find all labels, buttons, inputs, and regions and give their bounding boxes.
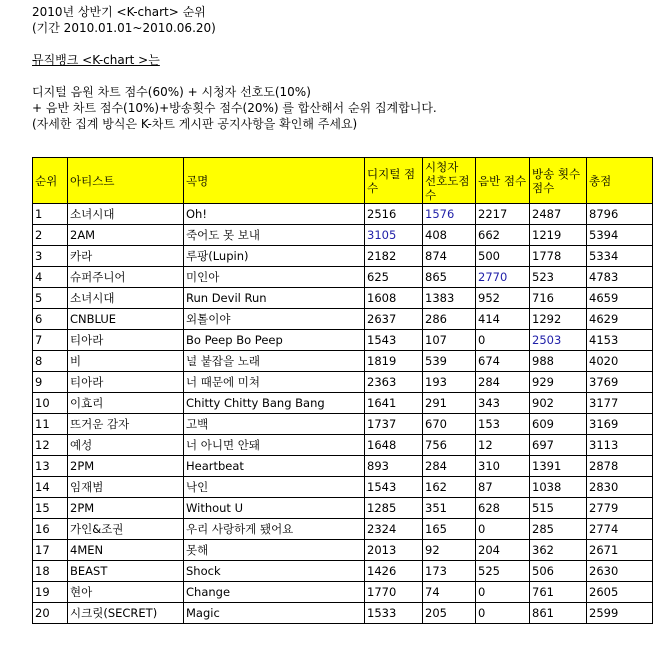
song-cell: Change — [184, 582, 365, 603]
artist-cell: 이효리 — [68, 393, 184, 414]
artist-cell: 뜨거운 감자 — [68, 414, 184, 435]
viewer-score-cell: 874 — [423, 246, 476, 267]
album-score-cell: 153 — [476, 414, 530, 435]
broadcast-score-cell: 929 — [530, 372, 587, 393]
album-score-cell: 952 — [476, 288, 530, 309]
digital-score-cell: 1426 — [365, 561, 423, 582]
viewer-score-cell: 107 — [423, 330, 476, 351]
rank-cell: 17 — [33, 540, 68, 561]
artist-cell: 시크릿(SECRET) — [68, 603, 184, 624]
description-line-2: + 음반 차트 점수(10%)+방송횟수 점수(20%) 를 합산해서 순위 집계합니다. — [32, 101, 437, 115]
album-score-cell: 2217 — [476, 204, 530, 225]
total-score-cell: 4153 — [587, 330, 653, 351]
broadcast-score-cell: 716 — [530, 288, 587, 309]
viewer-score-cell: 291 — [423, 393, 476, 414]
rank-cell: 8 — [33, 351, 68, 372]
table-row — [33, 372, 653, 393]
artist-cell: 티아라 — [68, 330, 184, 351]
total-score-cell: 2830 — [587, 477, 653, 498]
total-score-cell: 3113 — [587, 435, 653, 456]
song-cell: 우리 사랑하게 됐어요 — [184, 519, 365, 540]
digital-score-cell: 625 — [365, 267, 423, 288]
artist-cell: 가인&조권 — [68, 519, 184, 540]
table-row — [33, 351, 653, 372]
artist-cell: 현아 — [68, 582, 184, 603]
broadcast-score-cell: 285 — [530, 519, 587, 540]
total-score-cell: 4629 — [587, 309, 653, 330]
album-score-cell: 525 — [476, 561, 530, 582]
song-cell: 루팡(Lupin) — [184, 246, 365, 267]
viewer-score-cell: 865 — [423, 267, 476, 288]
total-score-cell: 2774 — [587, 519, 653, 540]
song-cell: 널 붙잡을 노래 — [184, 351, 365, 372]
viewer-score-cell: 539 — [423, 351, 476, 372]
artist-cell: 4MEN — [68, 540, 184, 561]
digital-score-cell: 1648 — [365, 435, 423, 456]
broadcast-score-cell: 1292 — [530, 309, 587, 330]
artist-cell: 카라 — [68, 246, 184, 267]
table-row — [33, 435, 653, 456]
viewer-score-cell: 351 — [423, 498, 476, 519]
total-score-cell: 2605 — [587, 582, 653, 603]
digital-score-cell: 1543 — [365, 330, 423, 351]
viewer-score-cell: 408 — [423, 225, 476, 246]
rank-cell: 16 — [33, 519, 68, 540]
table-row — [33, 414, 653, 435]
rank-cell: 1 — [33, 204, 68, 225]
album-score-cell: 343 — [476, 393, 530, 414]
album-score-cell: 662 — [476, 225, 530, 246]
broadcast-score-cell: 523 — [530, 267, 587, 288]
song-cell: 죽어도 못 보내 — [184, 225, 365, 246]
viewer-score-cell: 193 — [423, 372, 476, 393]
description-line-1: 디지털 음원 차트 점수(60%) + 시청자 선호도(10%) — [32, 85, 311, 99]
viewer-score-cell: 756 — [423, 435, 476, 456]
digital-score-cell: 1770 — [365, 582, 423, 603]
column-header-digital-score: 디지털 점수 — [365, 158, 423, 204]
digital-score-cell: 1285 — [365, 498, 423, 519]
rank-cell: 10 — [33, 393, 68, 414]
album-score-cell: 628 — [476, 498, 530, 519]
song-cell: 너 때문에 미쳐 — [184, 372, 365, 393]
total-score-cell: 2878 — [587, 456, 653, 477]
table-body — [33, 204, 653, 624]
table-row — [33, 456, 653, 477]
total-score-cell: 5334 — [587, 246, 653, 267]
song-cell: Heartbeat — [184, 456, 365, 477]
album-score-cell: 414 — [476, 309, 530, 330]
digital-score-cell: 2324 — [365, 519, 423, 540]
song-cell: Shock — [184, 561, 365, 582]
table-row — [33, 246, 653, 267]
digital-score-cell: 1737 — [365, 414, 423, 435]
album-score-cell: 500 — [476, 246, 530, 267]
broadcast-score-cell: 902 — [530, 393, 587, 414]
song-cell: Chitty Chitty Bang Bang — [184, 393, 365, 414]
column-header-rank: 순위 — [33, 158, 68, 204]
artist-cell: 임재범 — [68, 477, 184, 498]
artist-cell: 티아라 — [68, 372, 184, 393]
broadcast-score-cell: 1778 — [530, 246, 587, 267]
rank-cell: 5 — [33, 288, 68, 309]
digital-score-cell: 1543 — [365, 477, 423, 498]
album-score-cell: 0 — [476, 330, 530, 351]
viewer-score-cell: 1383 — [423, 288, 476, 309]
song-cell: Run Devil Run — [184, 288, 365, 309]
broadcast-score-cell: 609 — [530, 414, 587, 435]
artist-cell: CNBLUE — [68, 309, 184, 330]
column-header-viewer-score: 시청자 선호도점수 — [423, 158, 476, 204]
album-score-cell: 204 — [476, 540, 530, 561]
rank-cell: 19 — [33, 582, 68, 603]
viewer-score-cell: 670 — [423, 414, 476, 435]
album-score-cell: 0 — [476, 582, 530, 603]
rank-cell: 3 — [33, 246, 68, 267]
broadcast-score-cell: 861 — [530, 603, 587, 624]
table-row — [33, 477, 653, 498]
digital-score-cell: 2637 — [365, 309, 423, 330]
rank-cell: 7 — [33, 330, 68, 351]
kchart-ranking-table — [32, 157, 653, 624]
digital-score-cell: 1641 — [365, 393, 423, 414]
total-score-cell: 2630 — [587, 561, 653, 582]
rank-cell: 14 — [33, 477, 68, 498]
column-header-artist: 아티스트 — [68, 158, 184, 204]
song-cell: Oh! — [184, 204, 365, 225]
digital-score-cell: 893 — [365, 456, 423, 477]
artist-cell: 소녀시대 — [68, 288, 184, 309]
rank-cell: 9 — [33, 372, 68, 393]
broadcast-score-cell: 515 — [530, 498, 587, 519]
total-score-cell: 8796 — [587, 204, 653, 225]
page-title: 2010년 상반기 <K-chart> 순위 — [32, 5, 206, 19]
total-score-cell: 3169 — [587, 414, 653, 435]
artist-cell: 소녀시대 — [68, 204, 184, 225]
total-score-cell: 5394 — [587, 225, 653, 246]
artist-cell: 2PM — [68, 498, 184, 519]
viewer-score-cell: 1576 — [423, 204, 476, 225]
broadcast-score-cell: 1038 — [530, 477, 587, 498]
table-row — [33, 330, 653, 351]
viewer-score-cell: 205 — [423, 603, 476, 624]
album-score-cell: 87 — [476, 477, 530, 498]
description-line-3: (자세한 집계 방식은 K-차트 게시판 공지사항을 확인해 주세요) — [32, 117, 358, 131]
album-score-cell: 0 — [476, 603, 530, 624]
digital-score-cell: 2013 — [365, 540, 423, 561]
broadcast-score-cell: 761 — [530, 582, 587, 603]
song-cell: 외톨이야 — [184, 309, 365, 330]
viewer-score-cell: 92 — [423, 540, 476, 561]
rank-cell: 20 — [33, 603, 68, 624]
digital-score-cell: 2516 — [365, 204, 423, 225]
rank-cell: 11 — [33, 414, 68, 435]
rank-cell: 2 — [33, 225, 68, 246]
table-row — [33, 225, 653, 246]
album-score-cell: 284 — [476, 372, 530, 393]
table-row — [33, 582, 653, 603]
album-score-cell: 12 — [476, 435, 530, 456]
song-cell: Bo Peep Bo Peep — [184, 330, 365, 351]
total-score-cell: 4783 — [587, 267, 653, 288]
table-row — [33, 498, 653, 519]
broadcast-score-cell: 697 — [530, 435, 587, 456]
intro-text — [32, 4, 437, 132]
total-score-cell: 4659 — [587, 288, 653, 309]
broadcast-score-cell: 2503 — [530, 330, 587, 351]
artist-cell: 2AM — [68, 225, 184, 246]
album-score-cell: 310 — [476, 456, 530, 477]
table-row — [33, 540, 653, 561]
rank-cell: 4 — [33, 267, 68, 288]
table-row — [33, 393, 653, 414]
broadcast-score-cell: 988 — [530, 351, 587, 372]
digital-score-cell: 2182 — [365, 246, 423, 267]
digital-score-cell: 1819 — [365, 351, 423, 372]
digital-score-cell: 2363 — [365, 372, 423, 393]
column-header-broadcast-score: 방송 횟수 점수 — [530, 158, 587, 204]
digital-score-cell: 1533 — [365, 603, 423, 624]
digital-score-cell: 3105 — [365, 225, 423, 246]
broadcast-score-cell: 1219 — [530, 225, 587, 246]
total-score-cell: 3769 — [587, 372, 653, 393]
column-header-album-score: 음반 점수 — [476, 158, 530, 204]
column-header-song: 곡명 — [184, 158, 365, 204]
artist-cell: 2PM — [68, 456, 184, 477]
rank-cell: 18 — [33, 561, 68, 582]
table-row — [33, 204, 653, 225]
rank-cell: 6 — [33, 309, 68, 330]
song-cell: 못해 — [184, 540, 365, 561]
viewer-score-cell: 286 — [423, 309, 476, 330]
rank-cell: 12 — [33, 435, 68, 456]
total-score-cell: 3177 — [587, 393, 653, 414]
total-score-cell: 2671 — [587, 540, 653, 561]
artist-cell: 슈퍼주니어 — [68, 267, 184, 288]
table-row — [33, 267, 653, 288]
viewer-score-cell: 284 — [423, 456, 476, 477]
viewer-score-cell: 173 — [423, 561, 476, 582]
song-cell: 낙인 — [184, 477, 365, 498]
table-row — [33, 309, 653, 330]
song-cell: 미인아 — [184, 267, 365, 288]
total-score-cell: 2599 — [587, 603, 653, 624]
album-score-cell: 674 — [476, 351, 530, 372]
broadcast-score-cell: 1391 — [530, 456, 587, 477]
album-score-cell: 2770 — [476, 267, 530, 288]
table-row — [33, 603, 653, 624]
viewer-score-cell: 165 — [423, 519, 476, 540]
table-row — [33, 288, 653, 309]
artist-cell: 비 — [68, 351, 184, 372]
broadcast-score-cell: 2487 — [530, 204, 587, 225]
artist-cell: 예성 — [68, 435, 184, 456]
total-score-cell: 2779 — [587, 498, 653, 519]
viewer-score-cell: 162 — [423, 477, 476, 498]
total-score-cell: 4020 — [587, 351, 653, 372]
song-cell: 고백 — [184, 414, 365, 435]
digital-score-cell: 1608 — [365, 288, 423, 309]
viewer-score-cell: 74 — [423, 582, 476, 603]
table-row — [33, 519, 653, 540]
song-cell: 너 아니면 안돼 — [184, 435, 365, 456]
rank-cell: 13 — [33, 456, 68, 477]
column-header-total: 총점 — [587, 158, 653, 204]
artist-cell: BEAST — [68, 561, 184, 582]
table-header-row — [33, 158, 653, 204]
album-score-cell: 0 — [476, 519, 530, 540]
broadcast-score-cell: 506 — [530, 561, 587, 582]
song-cell: Magic — [184, 603, 365, 624]
period-text: (기간 2010.01.01~2010.06.20) — [32, 21, 216, 35]
table-row — [33, 561, 653, 582]
broadcast-score-cell: 362 — [530, 540, 587, 561]
subtitle-text: 뮤직뱅크 <K-chart >는 — [32, 53, 160, 67]
rank-cell: 15 — [33, 498, 68, 519]
song-cell: Without U — [184, 498, 365, 519]
